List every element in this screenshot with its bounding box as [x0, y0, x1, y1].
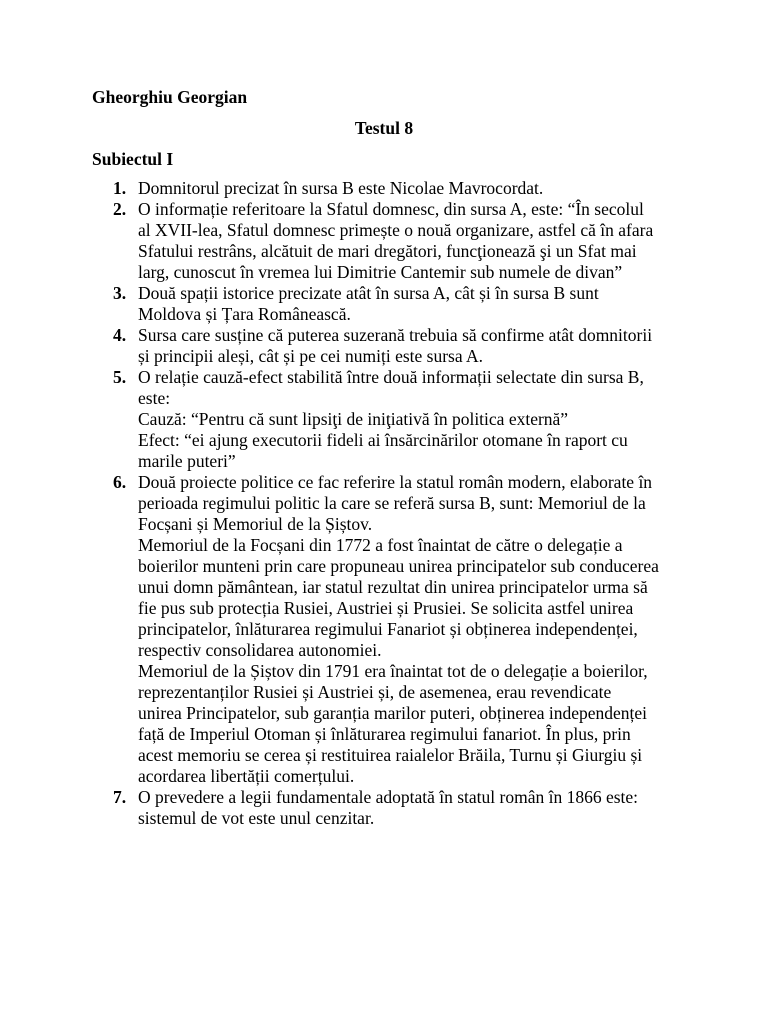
answer-number: 5.	[113, 367, 127, 387]
answer-item	[110, 178, 680, 199]
answer-text-line: Sfatului restrâns, alcătuit de mari dregători, funcţionează şi un Sfat mai	[138, 241, 637, 261]
answer-text-line: față de Imperiul Otoman și înlăturarea regimului fanariot. În plus, prin	[138, 724, 631, 744]
answer-text-line: respectiv consolidarea autonomiei.	[138, 640, 382, 660]
answer-text-line: Moldova și Țara Românească.	[138, 304, 351, 324]
answer-text-line: O relație cauză-efect stabilită între două informații selectate din sursa B,	[138, 367, 644, 387]
answer-text-line: este:	[138, 388, 171, 408]
answer-item	[110, 283, 680, 325]
answer-text-line: unui domn pământean, iar statul rezultat din unirea principatelor urma să	[138, 577, 648, 597]
answer-text-line: marile puteri”	[138, 451, 236, 471]
answer-number: 3.	[113, 283, 127, 303]
answer-text-line: Cauză: “Pentru că sunt lipsiţi de iniţiativă în politica externă”	[138, 409, 569, 429]
answer-text-line: acordarea libertății comerțului.	[138, 766, 355, 786]
answer-number: 2.	[113, 199, 127, 219]
answer-text-line: Memoriul de la Șiștov din 1791 era înaintat tot de o delegație a boierilor,	[138, 661, 648, 681]
subject-heading: Subiectul I	[92, 149, 174, 169]
answer-text-line: și principii aleși, cât și pe cei numiți este sursa A.	[138, 346, 484, 366]
answer-text-line: Efect: “ei ajung executorii fideli ai însărcinărilor otomane în raport cu	[138, 430, 628, 450]
answer-text-line: O informație referitoare la Sfatul domnesc, din sursa A, este: “În secolul	[138, 199, 644, 219]
answer-number: 4.	[113, 325, 127, 345]
answer-text-line: Focșani și Memoriul de la Șiștov.	[138, 514, 373, 534]
answer-text-line: Două spații istorice precizate atât în sursa A, cât și în sursa B sunt	[138, 283, 599, 303]
answer-item	[110, 199, 680, 283]
answer-text-line: principatelor, înlăturarea regimului Fanariot și obținerea independenței,	[138, 619, 638, 639]
answer-text-line: O prevedere a legii fundamentale adoptată în statul român în 1866 este:	[138, 787, 639, 807]
author-name: Gheorghiu Georgian	[92, 87, 248, 107]
answer-number: 7.	[113, 787, 127, 807]
answer-text-line: Memoriul de la Focșani din 1772 a fost înaintat de către o delegație a	[138, 535, 623, 555]
test-title-text: Testul 8	[354, 118, 414, 138]
answer-list	[110, 178, 680, 829]
answer-text-line: Două proiecte politice ce fac referire la statul român modern, elaborate în	[138, 472, 653, 492]
answer-text-line: perioada regimului politic la care se referă sursa B, sunt: Memoriul de la	[138, 493, 646, 513]
answer-text-line: reprezentanților Rusiei și Austriei și, de asemenea, erau revendicate	[138, 682, 612, 702]
answer-text-line: Sursa care susține că puterea suzerană trebuia să confirme atât domnitorii	[138, 325, 653, 345]
answer-text-line: unirea Principatelor, sub garanția marilor puteri, obținerea independenței	[138, 703, 648, 723]
answer-text-line: Domnitorul precizat în sursa B este Nicolae Mavrocordat.	[138, 178, 544, 198]
answer-item	[110, 367, 680, 472]
answer-text-line: sistemul de vot este unul cenzitar.	[138, 808, 375, 828]
answer-item	[110, 325, 680, 367]
answer-item	[110, 787, 680, 829]
answer-text-line: al XVII-lea, Sfatul domnesc primește o nouă organizare, astfel că în afara	[138, 220, 654, 240]
answer-number: 1.	[113, 178, 127, 198]
answer-item	[110, 472, 680, 787]
answer-text-line: larg, cunoscut în vremea lui Dimitrie Cantemir sub numele de divan”	[138, 262, 623, 282]
answer-text-line: acest memoriu se cerea și restituirea raialelor Brăila, Turnu și Giurgiu și	[138, 745, 643, 765]
answer-number: 6.	[113, 472, 127, 492]
test-title	[0, 117, 768, 139]
answer-text-line: fie pus sub protecția Rusiei, Austriei și Prusiei. Se solicita astfel unirea	[138, 598, 634, 618]
answer-text-line: boierilor munteni prin care propuneau unirea principatelor sub conducerea	[138, 556, 659, 576]
